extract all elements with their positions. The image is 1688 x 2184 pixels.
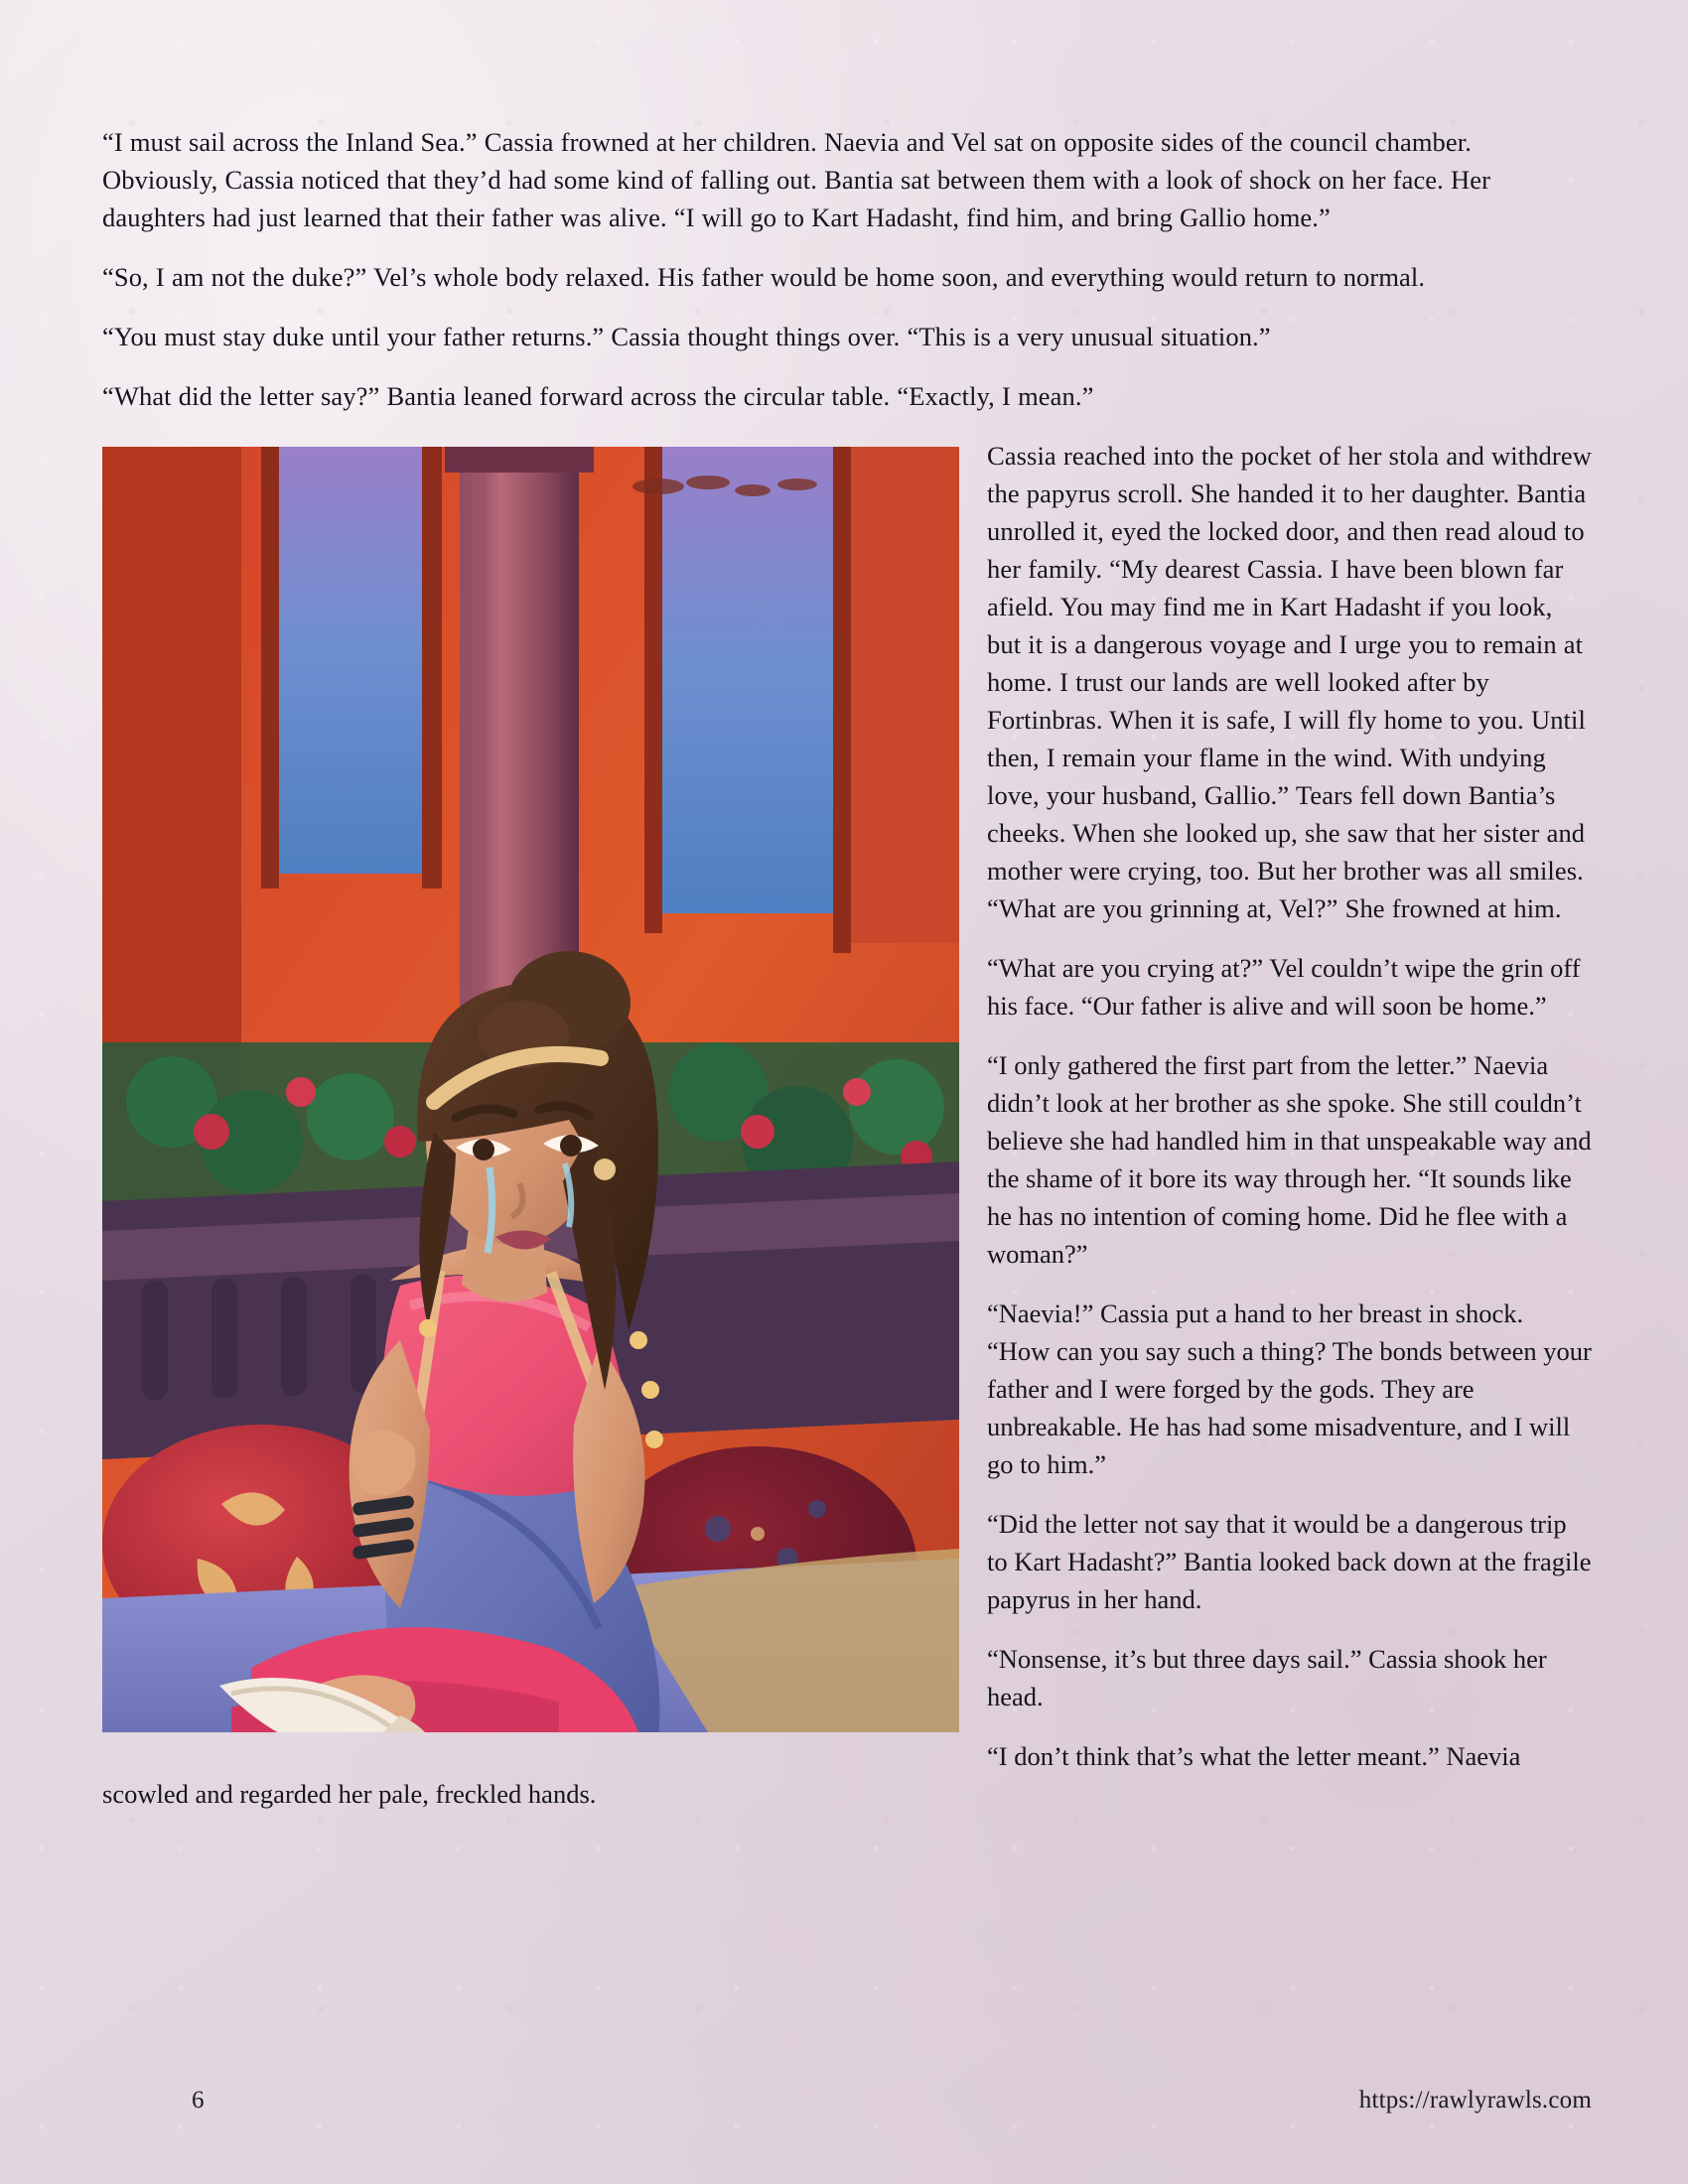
paragraph: “Nonsense, it’s but three days sail.” Cassia shook her head.: [987, 1644, 1547, 1711]
site-url[interactable]: https://rawlyrawls.com: [1358, 2087, 1592, 2114]
paragraph: “So, I am not the duke?” Vel’s whole body relaxed. His father would be home soon, and everything would return to normal.: [102, 262, 1426, 292]
page-content: [102, 123, 1592, 1835]
paragraph: “You must stay duke until your father returns.” Cassia thought things over. “This is a very unusual situation.”: [102, 322, 1271, 351]
paragraph: “What did the letter say?” Bantia leaned forward across the circular table. “Exactly, I mean.”: [102, 381, 1094, 411]
paragraph: “Naevia!” Cassia put a hand to her breast in shock. “How can you say such a thing? The bonds between your father and I were forged by the gods. They are unbreakable. He has had some misadventure, and I will go to him.”: [987, 1298, 1592, 1479]
page-number: 6: [192, 2087, 205, 2114]
paragraph: “I must sail across the Inland Sea.” Cassia frowned at her children. Naevia and Vel sat on opposite sides of the council chamber. Obviously, Cassia noticed that they’d had some kind of falling out. Bantia sat between them with a look of shock on her face. Her daughters had just learned that their father was alive. “I will go to Kart Hadasht, find him, and bring Gallio home.”: [102, 127, 1491, 232]
paragraph: “Did the letter not say that it would be a dangerous trip to Kart Hadasht?” Bantia looked back down at the fragile papyrus in her hand.: [987, 1509, 1592, 1614]
paragraph: Cassia reached into the pocket of her stola and withdrew the papyrus scroll. She handed it to her daughter. Bantia unrolled it, eyed the locked door, and then read aloud to her family. “My dearest Cassia. I have been blown far afield. You may find me in Kart Hadasht if you look, but it is a dangerous voyage and I urge you to remain at home. I trust our lands are well looked after by Fortinbras. When it is safe, I will fly home to you. Until then, I remain your flame in the wind. With undying love, your husband, Gallio.” Tears fell down Bantia’s cheeks. When she looked up, she saw that her sister and mother were crying, too. But her brother was all smiles. “What are you grinning at, Vel?” She frowned at him.: [987, 441, 1592, 923]
paragraph: “What are you crying at?” Vel couldn’t wipe the grin off his face. “Our father is alive and will soon be home.”: [987, 953, 1581, 1021]
weeping-woman-with-scroll-illustration: [102, 447, 959, 1732]
paragraph: “I only gathered the first part from the letter.” Naevia didn’t look at her brother as she spoke. She still couldn’t believe she had handled him in that unspeakable way and the shame of it bore its way through her. “It sounds like he has no intention of coming home. Did he flee with a woman?”: [987, 1050, 1592, 1269]
page-footer: [102, 2087, 1592, 2115]
paragraph: “I don’t think that’s what the letter meant.” Naevia scowled and regarded her pale, freckled hands.: [102, 1741, 1521, 1809]
